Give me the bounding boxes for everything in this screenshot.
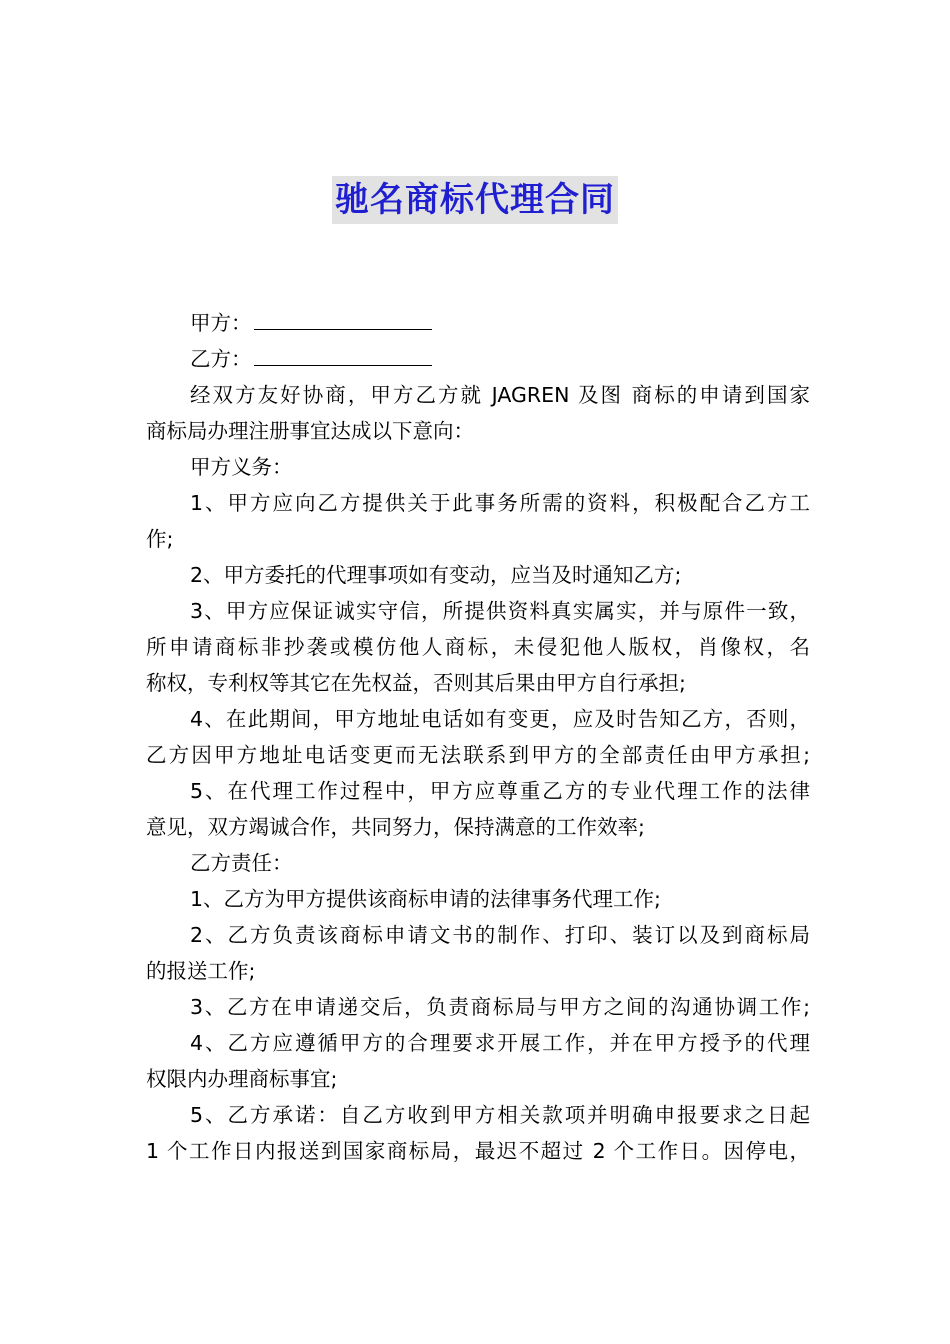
paragraph-line: 3、甲方应保证诚实守信，所提供资料真实属实，并与原件一致， (190, 599, 810, 623)
paragraph-line: 经双方友好协商，甲方乙方就 JAGREN 及图 商标的申请到国家 (190, 383, 810, 407)
paragraph-line: 商标局办理注册事宜达成以下意向： (146, 419, 474, 443)
paragraph-line: 权限内办理商标事宜; (146, 1067, 338, 1091)
section-heading: 乙方责任： (190, 851, 293, 875)
party-a-label: 甲方： (190, 311, 252, 335)
paragraph-line: 1 个工作日内报送到国家商标局，最迟不超过 2 个工作日。因停电， (146, 1139, 810, 1163)
paragraph-line: 3、乙方在申请递交后，负责商标局与甲方之间的沟通协调工作; (190, 995, 810, 1019)
paragraph-line: 2、乙方负责该商标申请文书的制作、打印、装订以及到商标局 (190, 923, 810, 947)
paragraph-line: 1、甲方应向乙方提供关于此事务所需的资料，积极配合乙方工 (190, 491, 810, 515)
paragraph-line: 意见，双方竭诚合作，共同努力，保持满意的工作效率; (146, 815, 645, 839)
party-a-blank (254, 307, 432, 330)
document-title-text: 驰名商标代理合同 (332, 176, 618, 224)
party-b-label: 乙方： (190, 347, 252, 371)
document-body (146, 305, 810, 1169)
party-b-line (146, 341, 810, 377)
paragraph-line: 2、甲方委托的代理事项如有变动，应当及时通知乙方; (190, 563, 682, 587)
paragraph-line: 5、在代理工作过程中，甲方应尊重乙方的专业代理工作的法律 (190, 779, 810, 803)
paragraph-line: 称权，专利权等其它在先权益，否则其后果由甲方自行承担; (146, 671, 686, 695)
paragraph-line: 的报送工作; (146, 959, 256, 983)
paragraph-line: 5、乙方承诺：自乙方收到甲方相关款项并明确申报要求之日起 (190, 1103, 810, 1127)
section-heading: 甲方义务： (190, 455, 293, 479)
party-b-blank (254, 343, 432, 366)
paragraph-line: 1、乙方为甲方提供该商标申请的法律事务代理工作; (190, 887, 661, 911)
document-title (0, 176, 950, 224)
paragraph-line: 乙方因甲方地址电话变更而无法联系到甲方的全部责任由甲方承担; (146, 743, 810, 767)
paragraph-line: 4、乙方应遵循甲方的合理要求开展工作，并在甲方授予的代理 (190, 1031, 810, 1055)
paragraph-line: 所申请商标非抄袭或模仿他人商标，未侵犯他人版权，肖像权，名 (146, 635, 810, 659)
party-a-line (146, 305, 810, 341)
paragraph-line: 作; (146, 527, 174, 551)
paragraph-line: 4、在此期间，甲方地址电话如有变更，应及时告知乙方，否则， (190, 707, 810, 731)
